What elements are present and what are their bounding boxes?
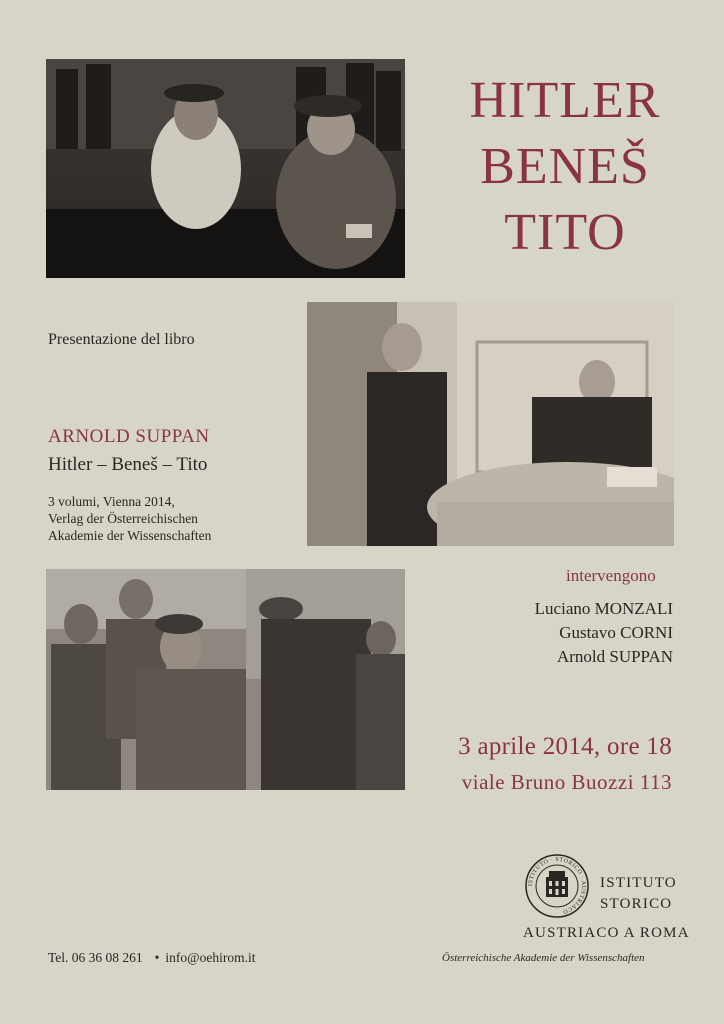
seal-text: ISTITUTO · STORICO · AUSTRIACO <box>527 856 587 915</box>
book-info-line: Verlag der Österreichischen <box>48 511 198 526</box>
title-line-hitler: HITLER <box>469 72 661 129</box>
photo-meeting-room <box>307 302 674 546</box>
event-date-time: 3 aprile 2014, ore 18 <box>458 733 672 760</box>
separator-bullet: • <box>154 950 160 965</box>
book-info-line: 3 volumi, Vienna 2014, <box>48 494 175 509</box>
title-line-tito: TITO <box>504 204 626 261</box>
speakers-label: intervengono <box>566 566 656 585</box>
email-link[interactable]: info@oehirom.it <box>165 950 256 965</box>
institute-seal-icon <box>524 853 590 919</box>
book-info-line: Akademie der Wissenschaften <box>48 528 212 543</box>
event-address: viale Bruno Buozzi 113 <box>461 770 672 794</box>
speaker-name: Gustavo CORNI <box>559 623 673 642</box>
page-title <box>434 68 696 266</box>
institute-line: STORICO <box>600 896 673 912</box>
book-info <box>48 493 211 544</box>
speaker-name: Arnold SUPPAN <box>556 647 673 666</box>
book-title: Hitler – Beneš – Tito <box>48 454 208 475</box>
institute-subtitle: Österreichische Akademie der Wissenschaften <box>442 952 645 964</box>
author-name: ARNOLD SUPPAN <box>48 426 210 447</box>
presentation-label: Presentazione del libro <box>48 331 195 348</box>
institute-line: AUSTRIACO A ROMA <box>523 925 690 941</box>
speaker-name: Luciano MONZALI <box>534 599 673 618</box>
contact-info <box>48 950 255 966</box>
photo-partisans <box>46 569 405 790</box>
title-line-benes: BENEŠ <box>480 138 650 195</box>
institute-line: ISTITUTO <box>600 875 677 891</box>
photo-parade-car <box>46 59 405 278</box>
speakers-list <box>535 597 673 669</box>
phone-number: Tel. 06 36 08 261 <box>48 950 143 965</box>
institute-name <box>600 873 680 915</box>
